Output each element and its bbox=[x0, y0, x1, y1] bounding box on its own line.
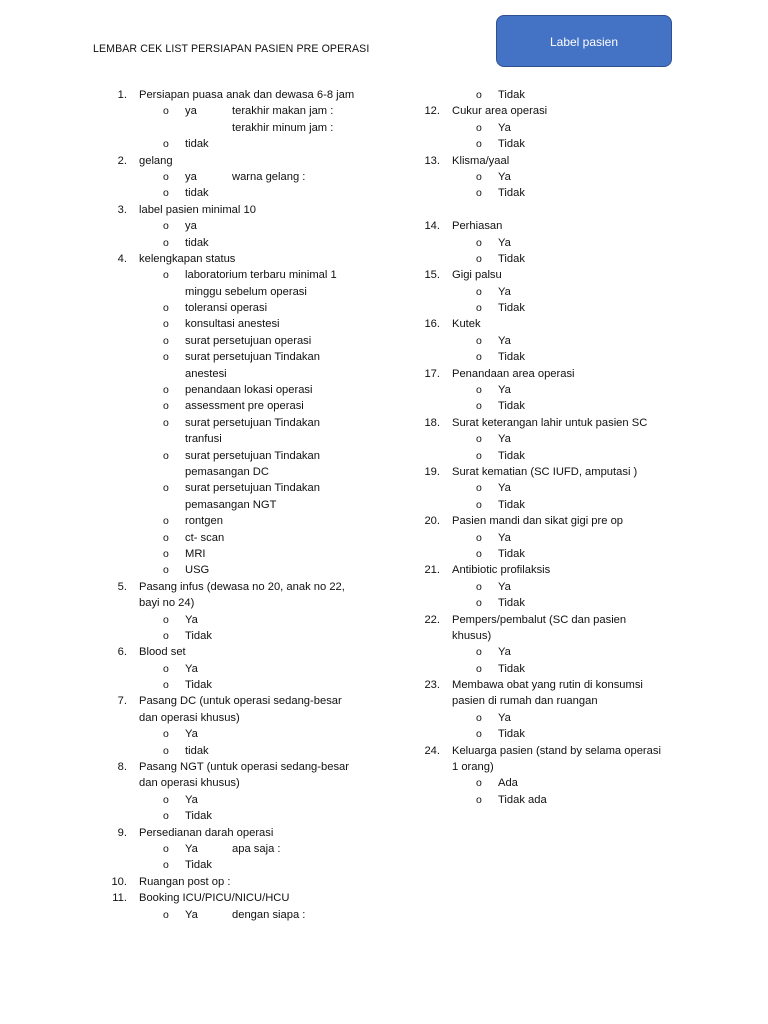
checklist-row bbox=[108, 841, 388, 857]
option-label: Tidak bbox=[498, 302, 525, 315]
option-bullet-icon: o bbox=[163, 531, 169, 544]
option-note: terakhir makan jam : bbox=[232, 105, 334, 118]
checklist-row bbox=[421, 153, 701, 169]
option-label: Ya bbox=[498, 121, 511, 134]
option-bullet-icon: o bbox=[476, 302, 482, 315]
checklist-row bbox=[421, 792, 701, 808]
checklist-row bbox=[108, 644, 388, 660]
item-label: kelengkapan status bbox=[139, 252, 236, 265]
option-bullet-icon: o bbox=[163, 220, 169, 233]
checklist-row bbox=[108, 907, 388, 923]
checklist-row bbox=[108, 710, 388, 726]
item-number: 5. bbox=[117, 580, 127, 593]
item-label: Pasien mandi dan sikat gigi pre op bbox=[452, 515, 624, 528]
checklist-row bbox=[108, 316, 388, 332]
item-number: 19. bbox=[424, 465, 440, 478]
option-bullet-icon: o bbox=[163, 564, 169, 577]
checklist-row bbox=[108, 103, 388, 119]
option-bullet-icon: o bbox=[476, 285, 482, 298]
option-label: tranfusi bbox=[185, 433, 222, 446]
item-number: 9. bbox=[117, 826, 127, 839]
option-label: tidak bbox=[185, 187, 209, 200]
checklist-row bbox=[108, 775, 388, 791]
checklist-row bbox=[421, 710, 701, 726]
checklist-row bbox=[108, 579, 388, 595]
option-bullet-icon: o bbox=[163, 744, 169, 757]
checklist-row bbox=[421, 480, 701, 496]
checklist-row bbox=[108, 382, 388, 398]
page-title: LEMBAR CEK LIST PERSIAPAN PASIEN PRE OPERASI bbox=[93, 43, 370, 55]
option-bullet-icon: o bbox=[163, 810, 169, 823]
checklist-row bbox=[421, 726, 701, 742]
option-note: warna gelang : bbox=[232, 170, 306, 183]
checklist-row bbox=[421, 743, 701, 759]
checklist-row bbox=[421, 579, 701, 595]
item-label: Kutek bbox=[452, 318, 481, 331]
checklist-row bbox=[108, 890, 388, 906]
checklist-row bbox=[108, 546, 388, 562]
option-label: surat persetujuan Tindakan bbox=[185, 351, 320, 364]
checklist-row bbox=[108, 628, 388, 644]
option-label: khusus) bbox=[452, 629, 492, 642]
option-label: pemasangan DC bbox=[185, 465, 269, 478]
option-bullet-icon: o bbox=[476, 187, 482, 200]
option-bullet-icon: o bbox=[476, 121, 482, 134]
checklist-row bbox=[108, 448, 388, 464]
option-label: dan operasi khusus) bbox=[139, 777, 240, 790]
option-label: Ya bbox=[185, 842, 198, 855]
item-number: 10. bbox=[111, 875, 127, 888]
item-number: 1. bbox=[117, 89, 127, 101]
option-label: surat persetujuan Tindakan bbox=[185, 449, 320, 462]
item-number: 24. bbox=[424, 744, 440, 757]
item-label: label pasien minimal 10 bbox=[139, 203, 256, 216]
item-label: Gigi palsu bbox=[452, 269, 502, 282]
option-label: ya bbox=[185, 105, 197, 118]
checklist-row bbox=[108, 366, 388, 382]
checklist-row bbox=[108, 562, 388, 578]
item-label: Surat kematian (SC IUFD, amputasi ) bbox=[452, 465, 638, 478]
checklist-row bbox=[421, 333, 701, 349]
option-label: toleransi operasi bbox=[185, 302, 268, 315]
option-bullet-icon: o bbox=[163, 236, 169, 249]
checklist-row bbox=[108, 251, 388, 267]
checklist-row bbox=[108, 480, 388, 496]
option-label: Ya bbox=[498, 531, 511, 544]
checklist-row bbox=[421, 546, 701, 562]
checklist-row bbox=[108, 267, 388, 283]
option-bullet-icon: o bbox=[476, 252, 482, 265]
checklist-row bbox=[421, 644, 701, 660]
option-label: Ya bbox=[185, 908, 198, 921]
checklist-row bbox=[108, 726, 388, 742]
checklist-row bbox=[108, 202, 388, 218]
checklist-row bbox=[108, 661, 388, 677]
item-label: Cukur area operasi bbox=[452, 105, 548, 118]
option-label: Ya bbox=[498, 334, 511, 347]
option-bullet-icon: o bbox=[163, 269, 169, 282]
item-label: Penandaan area operasi bbox=[452, 367, 575, 380]
option-label: anestesi bbox=[185, 367, 227, 380]
option-bullet-icon: o bbox=[476, 498, 482, 511]
item-number: 20. bbox=[424, 515, 440, 528]
option-note: apa saja : bbox=[232, 842, 281, 855]
option-label: Ya bbox=[498, 285, 511, 298]
checklist-row bbox=[421, 513, 701, 529]
checklist-row bbox=[108, 792, 388, 808]
option-label: Tidak bbox=[498, 252, 525, 265]
option-bullet-icon: o bbox=[163, 384, 169, 397]
option-label: Tidak bbox=[498, 728, 525, 741]
checklist-row bbox=[108, 120, 388, 136]
option-label: Tidak ada bbox=[498, 793, 547, 806]
item-label: gelang bbox=[139, 154, 173, 167]
option-bullet-icon: o bbox=[163, 138, 169, 151]
option-label: Tidak bbox=[498, 597, 525, 610]
option-label: Tidak bbox=[185, 679, 212, 692]
checklist-row bbox=[421, 677, 701, 693]
option-bullet-icon: o bbox=[476, 89, 482, 101]
item-number: 23. bbox=[424, 679, 440, 692]
option-label: 1 orang) bbox=[452, 761, 494, 774]
checklist-row bbox=[108, 185, 388, 201]
item-label: Antibiotic profilaksis bbox=[452, 564, 551, 577]
checklist-row bbox=[421, 120, 701, 136]
checklist-row bbox=[421, 235, 701, 251]
option-label: assessment pre operasi bbox=[185, 400, 304, 413]
item-label: Membawa obat yang rutin di konsumsi bbox=[452, 679, 643, 692]
item-label: Persedianan darah operasi bbox=[139, 826, 274, 839]
checklist-row bbox=[421, 300, 701, 316]
option-bullet-icon: o bbox=[163, 679, 169, 692]
option-label: tidak bbox=[185, 744, 209, 757]
item-number: 14. bbox=[424, 220, 440, 233]
patient-label-box bbox=[496, 15, 672, 67]
item-number: 18. bbox=[424, 416, 440, 429]
option-label: Ya bbox=[498, 433, 511, 446]
option-label: ya bbox=[185, 170, 197, 183]
checklist-row bbox=[421, 103, 701, 119]
checklist-row bbox=[108, 284, 388, 300]
checklist-row bbox=[108, 349, 388, 365]
item-label: Pasang NGT (untuk operasi sedang-besar bbox=[139, 761, 349, 774]
option-label: Ya bbox=[498, 236, 511, 249]
option-bullet-icon: o bbox=[476, 662, 482, 675]
option-label: surat persetujuan Tindakan bbox=[185, 416, 320, 429]
item-label: Surat keterangan lahir untuk pasien SC bbox=[452, 416, 648, 429]
item-label: Ruangan post op : bbox=[139, 875, 231, 888]
option-bullet-icon: o bbox=[163, 351, 169, 364]
checklist-row bbox=[421, 185, 701, 201]
option-bullet-icon: o bbox=[163, 728, 169, 741]
checklist-row bbox=[421, 202, 701, 218]
item-label: Booking ICU/PICU/NICU/HCU bbox=[139, 892, 290, 905]
option-label: MRI bbox=[185, 547, 206, 560]
option-bullet-icon: o bbox=[476, 793, 482, 806]
option-label: penandaan lokasi operasi bbox=[185, 384, 313, 397]
checklist-row bbox=[421, 169, 701, 185]
item-label: Pasang infus (dewasa no 20, anak no 22, bbox=[139, 580, 345, 593]
item-number: 6. bbox=[117, 646, 127, 659]
option-bullet-icon: o bbox=[476, 711, 482, 724]
option-bullet-icon: o bbox=[476, 728, 482, 741]
option-label: konsultasi anestesi bbox=[185, 318, 280, 331]
item-number: 4. bbox=[117, 252, 127, 265]
checklist-column-left bbox=[108, 87, 388, 923]
option-bullet-icon: o bbox=[163, 613, 169, 626]
option-bullet-icon: o bbox=[163, 662, 169, 675]
option-label: Tidak bbox=[498, 187, 525, 200]
checklist-row bbox=[108, 136, 388, 152]
option-note: terakhir minum jam : bbox=[232, 121, 334, 134]
checklist-row bbox=[108, 333, 388, 349]
option-bullet-icon: o bbox=[163, 908, 169, 921]
checklist-row bbox=[421, 595, 701, 611]
option-label: Ya bbox=[498, 711, 511, 724]
checklist-row bbox=[108, 857, 388, 873]
item-label: Blood set bbox=[139, 646, 186, 659]
checklist-row bbox=[421, 398, 701, 414]
option-note: dengan siapa : bbox=[232, 908, 306, 921]
option-bullet-icon: o bbox=[163, 482, 169, 495]
option-bullet-icon: o bbox=[476, 482, 482, 495]
item-label: Keluarga pasien (stand by selama operasi bbox=[452, 744, 661, 757]
checklist-row bbox=[421, 497, 701, 513]
checklist-row bbox=[108, 759, 388, 775]
checklist-row bbox=[108, 300, 388, 316]
option-bullet-icon: o bbox=[476, 236, 482, 249]
option-label: Tidak bbox=[498, 138, 525, 151]
item-label: Klisma/yaal bbox=[452, 154, 510, 167]
item-label: Pempers/pembalut (SC dan pasien bbox=[452, 613, 627, 626]
item-number: 2. bbox=[117, 154, 127, 167]
checklist-row bbox=[421, 382, 701, 398]
checklist-row bbox=[421, 431, 701, 447]
item-label: Perhiasan bbox=[452, 220, 503, 233]
option-label: surat persetujuan Tindakan bbox=[185, 482, 320, 495]
patient-label-text: Label pasien bbox=[549, 35, 619, 49]
option-bullet-icon: o bbox=[476, 597, 482, 610]
checklist-row bbox=[421, 759, 701, 775]
option-label: Ya bbox=[185, 793, 198, 806]
option-label: tidak bbox=[185, 138, 209, 151]
option-bullet-icon: o bbox=[476, 449, 482, 462]
option-bullet-icon: o bbox=[476, 531, 482, 544]
option-bullet-icon: o bbox=[476, 170, 482, 183]
item-number: 7. bbox=[117, 695, 127, 708]
option-bullet-icon: o bbox=[476, 547, 482, 560]
checklist-row bbox=[421, 267, 701, 283]
item-number: 15. bbox=[424, 269, 440, 282]
checklist-row bbox=[108, 218, 388, 234]
option-label: tidak bbox=[185, 236, 209, 249]
item-number: 21. bbox=[424, 564, 440, 577]
option-bullet-icon: o bbox=[476, 351, 482, 364]
option-label: Ya bbox=[498, 384, 511, 397]
option-label: Tidak bbox=[185, 629, 212, 642]
option-bullet-icon: o bbox=[163, 318, 169, 331]
checklist-row bbox=[108, 398, 388, 414]
option-bullet-icon: o bbox=[163, 547, 169, 560]
checklist-row bbox=[108, 825, 388, 841]
checklist-row bbox=[421, 530, 701, 546]
checklist-row bbox=[421, 251, 701, 267]
option-bullet-icon: o bbox=[163, 170, 169, 183]
option-label: Ya bbox=[498, 646, 511, 659]
option-label: USG bbox=[185, 564, 210, 577]
option-label: Tidak bbox=[185, 810, 212, 823]
option-bullet-icon: o bbox=[476, 580, 482, 593]
option-label: laboratorium terbaru minimal 1 bbox=[185, 269, 337, 282]
option-bullet-icon: o bbox=[163, 187, 169, 200]
option-bullet-icon: o bbox=[163, 629, 169, 642]
option-bullet-icon: o bbox=[163, 859, 169, 872]
option-label: Ya bbox=[185, 728, 198, 741]
checklist-row bbox=[108, 415, 388, 431]
checklist-row bbox=[421, 693, 701, 709]
option-label: ct- scan bbox=[185, 531, 225, 544]
option-label: Tidak bbox=[498, 547, 525, 560]
checklist-row bbox=[421, 349, 701, 365]
checklist-row bbox=[108, 612, 388, 628]
option-label: dan operasi khusus) bbox=[139, 711, 240, 724]
checklist-row bbox=[108, 595, 388, 611]
option-bullet-icon: o bbox=[163, 515, 169, 528]
option-bullet-icon: o bbox=[163, 400, 169, 413]
option-bullet-icon: o bbox=[163, 842, 169, 855]
option-label: Tidak bbox=[498, 498, 525, 511]
item-number: 22. bbox=[424, 613, 440, 626]
option-bullet-icon: o bbox=[163, 302, 169, 315]
option-label: Ya bbox=[185, 662, 198, 675]
option-label: pemasangan NGT bbox=[185, 498, 277, 511]
option-bullet-icon: o bbox=[163, 105, 169, 118]
checklist-row bbox=[421, 612, 701, 628]
option-label: Tidak bbox=[498, 400, 525, 413]
option-label: ya bbox=[185, 220, 197, 233]
option-label: rontgen bbox=[185, 515, 223, 528]
option-bullet-icon: o bbox=[163, 449, 169, 462]
option-bullet-icon: o bbox=[163, 793, 169, 806]
checklist-row bbox=[421, 316, 701, 332]
checklist-row bbox=[108, 169, 388, 185]
option-bullet-icon: o bbox=[476, 384, 482, 397]
checklist-column-right bbox=[421, 87, 701, 808]
checklist-row bbox=[108, 87, 388, 103]
option-label: Tidak bbox=[498, 662, 525, 675]
option-label: Tidak bbox=[185, 859, 212, 872]
checklist-row bbox=[108, 743, 388, 759]
checklist-row bbox=[108, 677, 388, 693]
checklist-row bbox=[108, 530, 388, 546]
checklist-row bbox=[421, 366, 701, 382]
option-label: Tidak bbox=[498, 449, 525, 462]
checklist-row bbox=[421, 464, 701, 480]
checklist-row bbox=[421, 415, 701, 431]
item-number: 17. bbox=[424, 367, 440, 380]
option-label: Ya bbox=[498, 482, 511, 495]
option-label: Ada bbox=[498, 777, 518, 790]
item-label: Pasang DC (untuk operasi sedang-besar bbox=[139, 695, 342, 708]
option-bullet-icon: o bbox=[163, 334, 169, 347]
item-number: 11. bbox=[112, 892, 127, 905]
item-number: 3. bbox=[117, 203, 127, 216]
checklist-row bbox=[421, 284, 701, 300]
item-number: 12. bbox=[424, 105, 440, 118]
option-label: pasien di rumah dan ruangan bbox=[452, 695, 598, 708]
checklist-row bbox=[108, 235, 388, 251]
item-number: 16. bbox=[424, 318, 440, 331]
checklist-row bbox=[108, 874, 388, 890]
option-bullet-icon: o bbox=[476, 138, 482, 151]
option-bullet-icon: o bbox=[476, 433, 482, 446]
option-bullet-icon: o bbox=[476, 334, 482, 347]
checklist-row bbox=[108, 153, 388, 169]
option-label: Ya bbox=[185, 613, 198, 626]
item-label: Persiapan puasa anak dan dewasa 6-8 jam bbox=[139, 89, 355, 101]
option-label: Ya bbox=[498, 580, 511, 593]
checklist-row bbox=[108, 431, 388, 447]
checklist-row bbox=[421, 661, 701, 677]
option-label: Ya bbox=[498, 170, 511, 183]
option-bullet-icon: o bbox=[163, 416, 169, 429]
option-bullet-icon: o bbox=[476, 777, 482, 790]
option-label: Tidak bbox=[498, 351, 525, 364]
checklist-row bbox=[108, 808, 388, 824]
checklist-row bbox=[421, 628, 701, 644]
checklist-row bbox=[421, 448, 701, 464]
checklist-row bbox=[421, 136, 701, 152]
option-label: Tidak bbox=[498, 89, 525, 101]
checklist-row bbox=[108, 693, 388, 709]
checklist-row bbox=[108, 513, 388, 529]
checklist-row bbox=[421, 87, 701, 103]
checklist-row bbox=[108, 464, 388, 480]
checklist-row bbox=[421, 218, 701, 234]
option-label: surat persetujuan operasi bbox=[185, 334, 312, 347]
option-label: bayi no 24) bbox=[139, 597, 195, 610]
checklist-row bbox=[421, 775, 701, 791]
option-bullet-icon: o bbox=[476, 646, 482, 659]
option-bullet-icon: o bbox=[476, 400, 482, 413]
checklist-row bbox=[421, 562, 701, 578]
checklist-row bbox=[108, 497, 388, 513]
item-number: 13. bbox=[424, 154, 440, 167]
option-label: minggu sebelum operasi bbox=[185, 285, 307, 298]
item-number: 8. bbox=[117, 761, 127, 774]
